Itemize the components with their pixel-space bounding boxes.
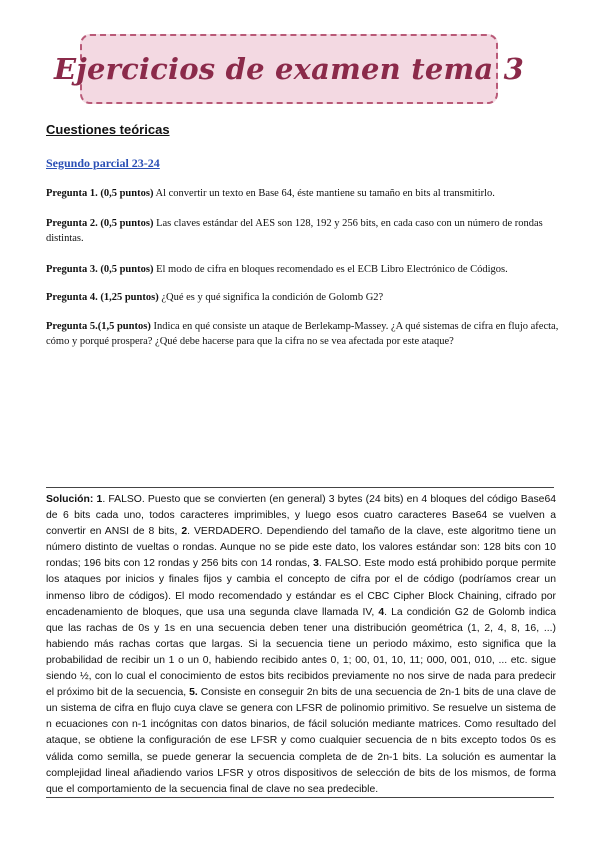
question-label: Pregunta 5.(1,5 puntos) xyxy=(46,321,151,332)
question-label: Pregunta 2. (0,5 puntos) xyxy=(46,218,154,229)
question-2 xyxy=(46,216,562,246)
section-heading: Cuestiones teóricas xyxy=(46,122,170,137)
answer-number: 2 xyxy=(181,526,188,538)
question-text: Al convertir un texto en Base 64, éste mantiene su tamaño en bits al transmitirlo. xyxy=(153,188,495,199)
title-banner xyxy=(53,34,525,104)
question-4 xyxy=(46,290,562,305)
question-label: Pregunta 3. (0,5 puntos) xyxy=(46,264,154,275)
question-label: Pregunta 1. (0,5 puntos) xyxy=(46,188,154,199)
question-5 xyxy=(46,319,562,349)
answer-number: 3 xyxy=(313,558,319,570)
solution-top-divider xyxy=(46,487,554,488)
answer-text: . FALSO. Este modo está prohibido porque permite los ataques por inicios y finales fijos y cambia el concepto de cifra por el de código (podríamos crear un inmenso libro de códigos). El modo recomendado y estándar es el CBC Cipher Block Chaining, cifrado por encadenamiento de bloques, que usa una segunda clave llamada IV, xyxy=(46,558,556,618)
subsection-link[interactable]: Segundo parcial 23-24 xyxy=(46,156,160,170)
question-1 xyxy=(46,186,562,201)
question-3 xyxy=(46,262,562,277)
answer-number: 1 xyxy=(96,494,103,505)
question-text: Indica en qué consiste un ataque de Berlekamp-Massey. ¿A qué sistemas de cifra en flujo afecta, cómo y porqué prospera? ¿Qué debe hacerse para que la cifra no se vea afectada por este ataque? xyxy=(46,321,559,347)
question-text: ¿Qué es y qué significa la condición de Golomb G2? xyxy=(158,292,384,303)
page-title: Ejercicios de examen tema 3 xyxy=(53,52,525,86)
answer-number: 4 xyxy=(378,606,385,618)
solution-label: Solución: xyxy=(46,494,94,505)
question-text: Las claves estándar del AES son 128, 192 y 256 bits, en cada caso con un número de rondas distintas. xyxy=(46,218,543,244)
solution-block xyxy=(46,492,556,798)
answer-text: Consiste en conseguir 2n bits de una secuencia de 2n-1 bits de una clave de un sistema de cifra en flujo cuya clave se genera con LFSR de polinomio primitivo. Se resuelve un sistema de n ecuaciones con n-1 incógnitas con datos binarios, de fácil solución mediante matrices. Como resultado del ataque, se obtiene la configuración de ese LFSR y como cualquier secuencia de n bits excepto todos 0s es válida como semilla, se puede generar la secuencia completa de de 2n-1 bits. La solución es aumentar la complejidad lineal añadiendo varios LFSR y otros dispositivos de selección de bits de los mismos, de forma que el comportamiento de la secuencia final de clave no sea predecible. xyxy=(46,687,556,795)
answer-text: . VERDADERO. Dependiendo del tamaño de la clave, este algoritmo tiene un número distinto de vueltas o rondas. Aunque no se pide este dato, los valores estándar son: 128 bits con 10 rondas; 196 bits con 12 rondas y 256 bits con 14 rondas, xyxy=(46,526,556,570)
answer-number: 5. xyxy=(189,687,198,699)
answer-text: . FALSO. Puesto que se convierten (en general) 3 bytes (24 bits) en 4 bloques del código Base64 de 6 bits cada uno, todos caracteres imprimibles, y luego esos cuatro caracteres Base64 se vuelven a convertir en ANSI de 8 bits, xyxy=(46,494,557,538)
answer-text: . La condición G2 de Golomb indica que las rachas de 0s y 1s en una secuencia deben tener una distribución geométrica (1, 2, 4, 8, 16, ...) habiendo más rachas cortas que largas. Si la secuencia tiene un periodo máximo, esto significa que la probabilidad de recibir un 1 o un 0, habiendo recibido antes 0, 1; 00, 01, 10, 11; 000, 001, 010, ... etc. sigue siendo ½, con lo cual el conocimiento de estos bits recibidos previamente no nos sirve de nada para predecir el próximo bit de la secuencia, xyxy=(46,606,557,699)
question-text: El modo de cifra en bloques recomendado es el ECB Libro Electrónico de Códigos. xyxy=(153,264,508,275)
question-label: Pregunta 4. (1,25 puntos) xyxy=(46,292,159,303)
solution-bottom-divider xyxy=(46,797,554,798)
